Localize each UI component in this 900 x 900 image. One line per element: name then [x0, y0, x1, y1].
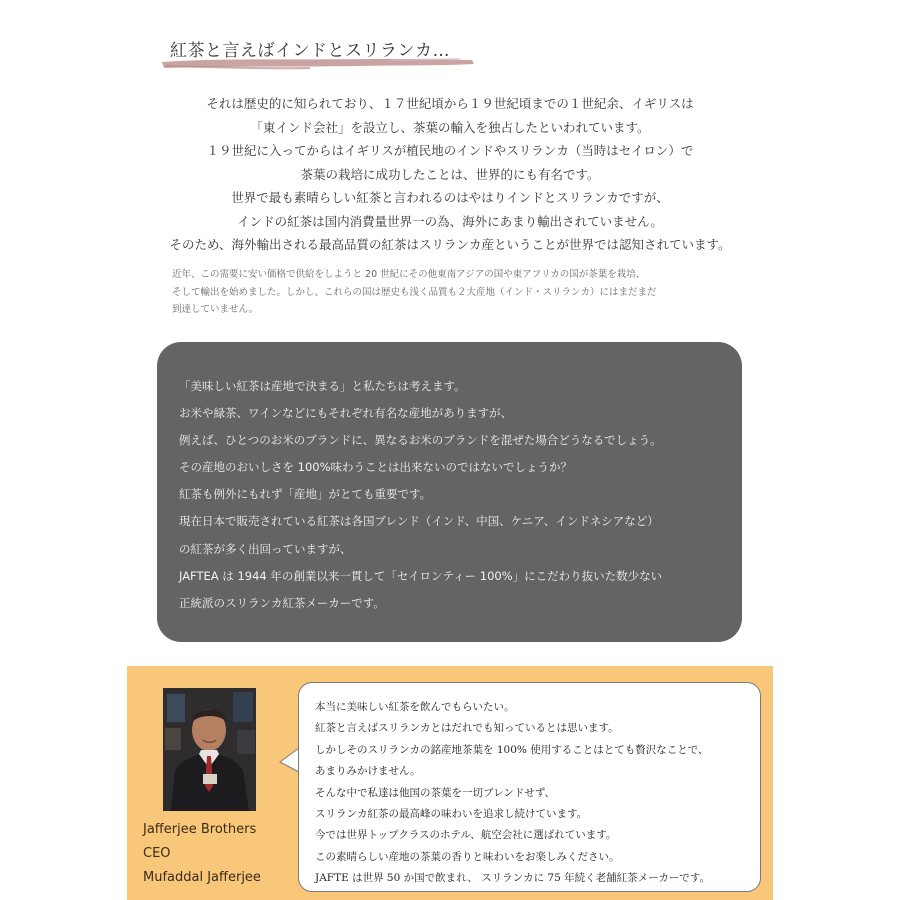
history-note — [172, 266, 772, 319]
message-line: 今では世界トップクラスのホテル、航空会社に選ばれています。 — [315, 829, 617, 842]
philosophy-line: の紅茶が多く出回っていますが、 — [179, 541, 352, 556]
message-line: 本当に美味しい紅茶を飲んでもらいたい。 — [315, 701, 515, 713]
ceo-portrait-image — [163, 688, 256, 811]
message-line: あまりみかけません。 — [315, 765, 421, 778]
intro-line: 世界で最も素晴らしい紅茶と言われるのはやはりインドとスリランカですが、 — [231, 190, 669, 205]
philosophy-text — [179, 373, 662, 617]
intro-line: インドの紅茶は国内消費量世界一の為、海外にあまり輸出されていません。 — [237, 213, 663, 229]
philosophy-line: 現在日本で販売されている紅茶は各国ブレンド（インド、中国、ケニア、インドネシアなど） — [179, 514, 659, 529]
message-line: スリランカ紅茶の最高峰の味わいを追求し続けています。 — [315, 808, 588, 821]
philosophy-line: その産地のおいしさを 100%味わうことは出来ないのではないでしょうか？ — [179, 460, 573, 475]
intro-paragraph — [0, 92, 900, 257]
philosophy-line: お米や緑茶、ワインなどにもそれぞれ有名な産地がありますが、 — [179, 406, 513, 421]
intro-line: 茶葉の栽培に成功したことは、世界的にも有名です。 — [300, 166, 600, 182]
ceo-message-section — [127, 666, 773, 900]
intro-line: 「東インド会社」を設立し、茶葉の輸入を独占したといわれています。 — [250, 119, 650, 135]
speech-bubble — [298, 682, 761, 892]
philosophy-line: 例えば、ひとつのお米のブランドに、異なるお米のブランドを混ぜた場合どうなるでしょう。 — [179, 433, 662, 448]
message-line: この素晴らしい産地の茶葉の香りと味わいをお楽しみください。 — [315, 850, 620, 863]
ceo-company: Jafferjee Brothers — [143, 822, 257, 837]
philosophy-line: 「美味しい紅茶は産地で決まる」と私たちは考えます。 — [179, 379, 466, 393]
philosophy-line: 紅茶も例外にもれず「産地」がとても重要です。 — [179, 487, 432, 502]
intro-line: それは歴史的に知られており、１７世紀頃から１９世紀頃までの１世紀余、イギリスは — [206, 96, 694, 111]
philosophy-panel — [157, 342, 742, 642]
message-line: そんな中で私達は他国の茶葉を一切ブレンドせず、 — [315, 786, 555, 799]
philosophy-line: 正統派のスリランカ紅茶メーカーです。 — [179, 595, 385, 610]
note-line: そして輸出を始めました。しかし、これらの国は歴史も浅く品質も２大産地（インド・スリランカ）にはまだまだ — [172, 286, 657, 298]
message-line: 紅茶と言えばスリランカとはだれでも知っているとは思います。 — [315, 722, 619, 735]
ceo-title: CEO — [143, 846, 171, 861]
message-line: しかしそのスリランカの銘産地茶葉を 100% 使用することはとても贅沢なことで、 — [315, 743, 709, 756]
ceo-identity — [143, 818, 261, 890]
note-line: 近年、この需要に安い価格で供給をしようと 20 世紀にその他東南アジアの国や東アフリカの国が茶葉を栽培、 — [172, 269, 646, 280]
philosophy-line: JAFTEA は 1944 年の創業以来一貫して「セイロンティー 100%」にこだわり抜いた数少ない — [179, 568, 663, 583]
section-heading — [160, 34, 480, 74]
intro-line: そのため、海外輸出される最高品質の紅茶はスリランカ産ということが世界では認知されています。 — [169, 237, 731, 252]
ceo-photo — [163, 688, 256, 811]
page-title: 紅茶と言えばインドとスリランカ… — [170, 41, 450, 61]
message-line: JAFTE は世界 50 か国で飲まれ、 スリランカに 75 年続く老舗紅茶メーカーです。 — [315, 872, 711, 885]
intro-line: １９世紀に入ってからはイギリスが植民地のインドやスリランカ（当時はセイロン）で — [206, 143, 694, 158]
ceo-name: Mufaddal Jafferjee — [143, 870, 261, 885]
ceo-message — [315, 697, 710, 890]
note-line: 到達していません。 — [172, 304, 259, 315]
